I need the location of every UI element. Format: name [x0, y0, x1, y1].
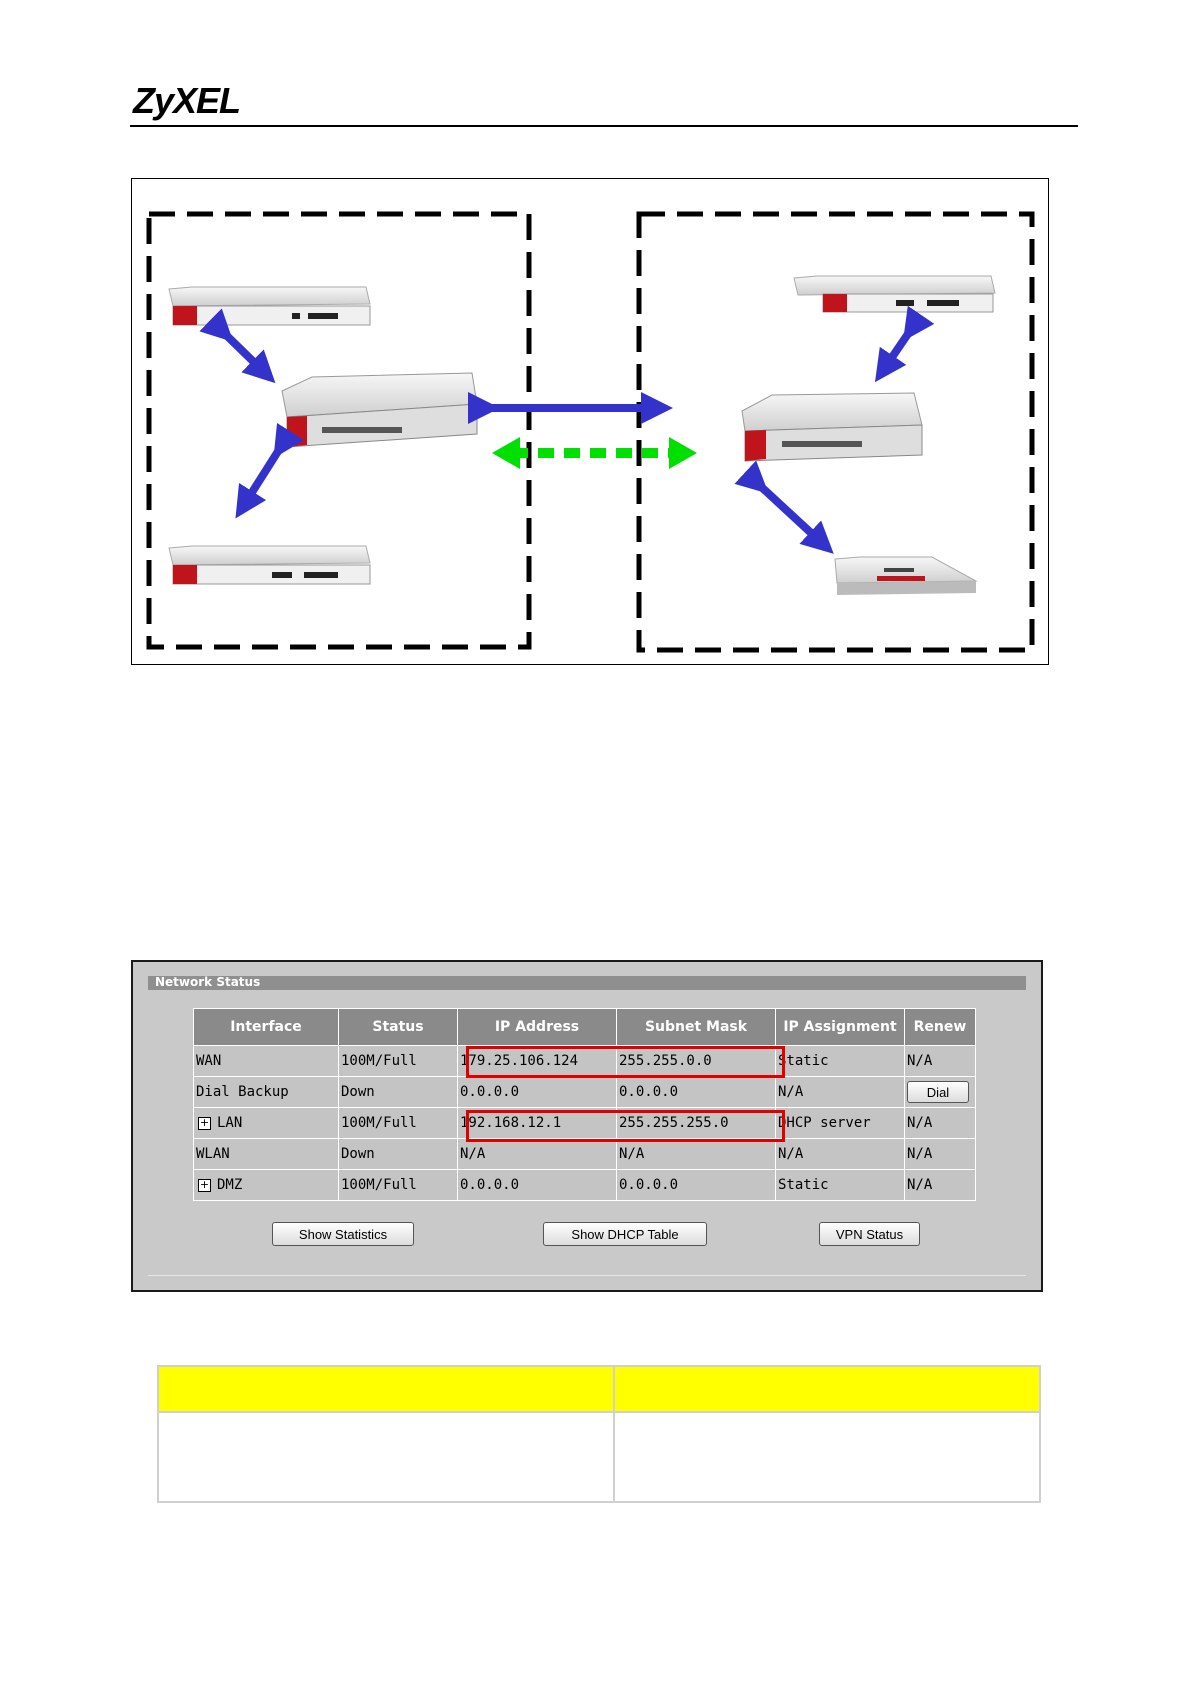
- dial-button[interactable]: Dial: [907, 1081, 969, 1103]
- row-dial-mask: 0.0.0.0: [617, 1077, 776, 1108]
- row-wan-interface: WAN: [194, 1046, 339, 1077]
- show-dhcp-table-button[interactable]: Show DHCP Table: [543, 1222, 707, 1246]
- blank-body-row: [158, 1412, 1040, 1502]
- body-cell-right: [614, 1412, 1040, 1502]
- expand-lan-icon[interactable]: +: [199, 1115, 210, 1129]
- panel-bottom-rule: [148, 1275, 1026, 1276]
- right-modem-device: [835, 557, 976, 595]
- table-header-row: [194, 1009, 976, 1046]
- header-rule: [130, 125, 1078, 127]
- row-dmz-renew: N/A: [905, 1170, 976, 1201]
- row-wlan-interface: WLAN: [194, 1139, 339, 1170]
- row-lan-interface-cell: [194, 1108, 339, 1139]
- row-lan-assignment: DHCP server: [776, 1108, 905, 1139]
- table-row: [194, 1108, 976, 1139]
- table-row: [194, 1170, 976, 1201]
- link-left-bottom: [244, 445, 282, 505]
- col-status: Status: [339, 1009, 458, 1046]
- row-wlan-assignment: N/A: [776, 1139, 905, 1170]
- network-status-table: [193, 1008, 976, 1201]
- row-dmz-assignment: Static: [776, 1170, 905, 1201]
- col-renew: Renew: [905, 1009, 976, 1046]
- table-row: [194, 1046, 976, 1077]
- yellow-header-cell-left: [158, 1366, 614, 1412]
- row-dial-status: Down: [339, 1077, 458, 1108]
- row-lan-mask: 255.255.255.0: [617, 1108, 776, 1139]
- row-wlan-renew: N/A: [905, 1139, 976, 1170]
- row-wan-mask: 255.255.0.0: [617, 1046, 776, 1077]
- left-top-firewall-device: [169, 287, 370, 325]
- row-wan-status: 100M/Full: [339, 1046, 458, 1077]
- row-dmz-interface-cell: [194, 1170, 339, 1201]
- col-ip-assignment: IP Assignment: [776, 1009, 905, 1046]
- row-lan-status: 100M/Full: [339, 1108, 458, 1139]
- row-wlan-ip: N/A: [458, 1139, 617, 1170]
- link-left-top: [222, 331, 264, 372]
- link-right-bottom: [757, 483, 822, 543]
- row-dial-ip: 0.0.0.0: [458, 1077, 617, 1108]
- row-wan-renew: N/A: [905, 1046, 976, 1077]
- diagram-canvas: [132, 179, 1048, 664]
- panel-title-bar: [148, 976, 1026, 990]
- row-lan-interface: LAN: [217, 1115, 243, 1131]
- row-dial-interface: Dial Backup: [194, 1077, 339, 1108]
- expand-dmz-icon[interactable]: +: [199, 1177, 210, 1191]
- body-cell-left: [158, 1412, 614, 1502]
- col-interface: Interface: [194, 1009, 339, 1046]
- col-ip-address: IP Address: [458, 1009, 617, 1046]
- link-right-top: [884, 328, 912, 369]
- show-statistics-button[interactable]: Show Statistics: [272, 1222, 414, 1246]
- col-subnet-mask: Subnet Mask: [617, 1009, 776, 1046]
- row-wlan-status: Down: [339, 1139, 458, 1170]
- green-vpn-link: [492, 437, 697, 469]
- zyxel-logo: ZyXEL: [133, 80, 241, 121]
- row-dmz-interface: DMZ: [217, 1177, 243, 1193]
- yellow-header-cell-right: [614, 1366, 1040, 1412]
- row-dmz-ip: 0.0.0.0: [458, 1170, 617, 1201]
- left-gateway-device: [282, 373, 477, 447]
- row-dial-renew-cell: [905, 1077, 976, 1108]
- left-bottom-firewall-device: [169, 546, 370, 584]
- row-lan-renew: N/A: [905, 1108, 976, 1139]
- row-dial-assignment: N/A: [776, 1077, 905, 1108]
- table-row: [194, 1139, 976, 1170]
- yellow-header-row: [158, 1366, 1040, 1412]
- row-wan-assignment: Static: [776, 1046, 905, 1077]
- network-status-panel: [131, 960, 1043, 1292]
- vpn-status-button[interactable]: VPN Status: [819, 1222, 920, 1246]
- panel-title: Network Status: [155, 975, 261, 989]
- right-top-firewall-device: [794, 276, 995, 312]
- row-wlan-mask: N/A: [617, 1139, 776, 1170]
- right-gateway-device: [742, 393, 922, 461]
- row-dmz-status: 100M/Full: [339, 1170, 458, 1201]
- blank-info-table: [157, 1365, 1041, 1503]
- row-wan-ip: 179.25.106.124: [458, 1046, 617, 1077]
- row-lan-ip: 192.168.12.1: [458, 1108, 617, 1139]
- row-dmz-mask: 0.0.0.0: [617, 1170, 776, 1201]
- table-row: [194, 1077, 976, 1108]
- network-diagram: [131, 178, 1049, 665]
